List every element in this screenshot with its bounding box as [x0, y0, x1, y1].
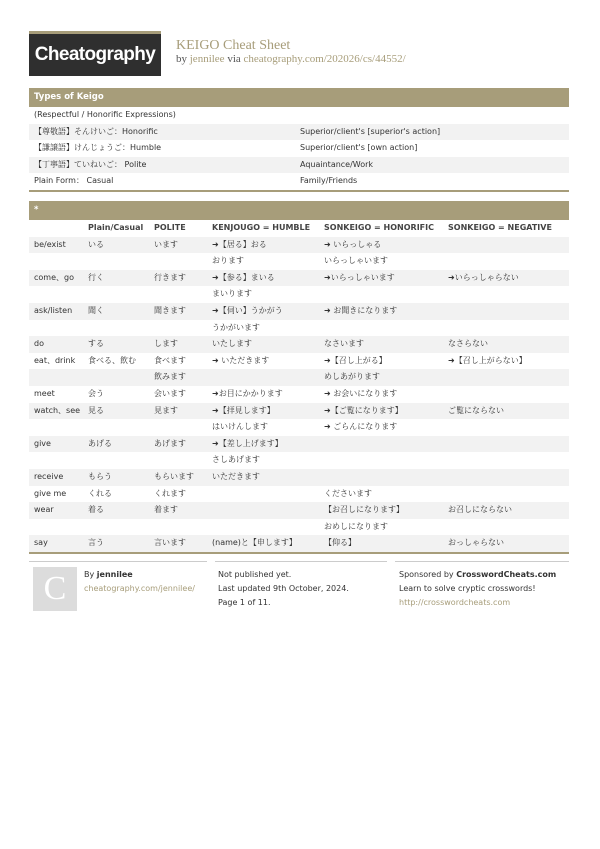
table-cell: 行く [88, 272, 104, 282]
byline-by: by [176, 53, 187, 65]
table-cell: ご覧にならない [448, 405, 504, 415]
table-cell: もらいます [154, 471, 194, 481]
table-cell [29, 369, 88, 386]
table-row [29, 535, 569, 552]
table-cell [448, 237, 569, 254]
table-cell: 見る [88, 405, 104, 415]
table-row [29, 253, 569, 270]
table-cell [212, 519, 324, 536]
table-row [29, 303, 569, 320]
table-cell [29, 419, 88, 436]
section-heading: * [29, 201, 569, 220]
column-header: KENJOUGO = HUMBLE [212, 223, 311, 232]
table-cell: 行きます [154, 272, 186, 282]
footer-sponsor-prefix: Sponsored by [399, 570, 454, 579]
column-header: SONKEIGO = HONORIFIC [324, 223, 434, 232]
byline-via: via [227, 53, 241, 65]
footer-author-url-link[interactable]: cheatography.com/jennilee/ [84, 584, 195, 593]
table-cell [154, 320, 212, 337]
footer-divider [215, 561, 387, 562]
table-cell: お召しにならない [448, 505, 512, 515]
table-cell: do [34, 339, 44, 349]
table-cell [448, 419, 569, 436]
footer-by: By [84, 570, 95, 579]
table-cell: うかがいます [212, 322, 260, 332]
table-cell [324, 286, 448, 303]
table-cell: Superior/client's [own action] [300, 143, 418, 153]
table-cell: まいります [212, 289, 252, 299]
table-cell: receive [34, 471, 64, 481]
table-cell: ➜【ご覧になります】 [324, 405, 403, 415]
table-cell: 言います [154, 538, 186, 548]
table-cell [448, 320, 569, 337]
table-row [29, 353, 569, 370]
table-cell: ➜【伺い】うかがう [212, 305, 283, 315]
table-cell: (Respectful / Honorific Expressions) [34, 110, 176, 119]
table-cell: ➜【召し上がらない】 [448, 355, 527, 365]
table-cell: 着ます [154, 505, 178, 515]
table-cell: いらっしゃいます [324, 256, 388, 266]
footer-sponsor-url-link[interactable]: http://crosswordcheats.com [399, 598, 511, 607]
table-cell: いただきます [212, 471, 260, 481]
table-row [29, 486, 569, 503]
table-row [29, 386, 569, 403]
table-row [29, 436, 569, 453]
table-cell [324, 320, 448, 337]
table-row [29, 403, 569, 420]
table-row [29, 502, 569, 519]
table-cell [154, 419, 212, 436]
table-cell: ➜【差し上げます】 [212, 438, 283, 448]
table-row [29, 469, 569, 486]
table-row [29, 519, 569, 536]
table-cell: 言う [88, 538, 104, 548]
table-cell: wear [34, 505, 54, 515]
table-cell: ➜【召し上がる】 [324, 355, 387, 365]
table-cell: ➜ いただきます [212, 355, 270, 365]
table-row [29, 369, 569, 386]
table-cell: Family/Friends [300, 176, 358, 186]
table-row [29, 320, 569, 337]
table-cell [88, 253, 154, 270]
author-link[interactable]: jennilee [189, 53, 225, 65]
table-row [29, 124, 569, 141]
table-cell: Superior/client's [superior's action] [300, 126, 441, 136]
table-cell: give [34, 438, 51, 448]
page-title: KEIGO Cheat Sheet [176, 38, 291, 53]
table-cell: 聞きます [154, 305, 186, 315]
table-cell: さしあげます [212, 455, 260, 465]
footer-sponsor-tagline: Learn to solve cryptic crosswords! [399, 584, 536, 593]
table-cell: 見ます [154, 405, 178, 415]
table-cell [448, 486, 569, 503]
table-cell: ➜ ごらんになります [324, 422, 398, 432]
table-cell: いる [88, 239, 104, 249]
table-cell [212, 486, 324, 503]
table-cell: おっしゃらない [448, 538, 504, 548]
table-cell: 食べます [154, 355, 186, 365]
table-cell [88, 419, 154, 436]
table-cell: あげる [88, 438, 112, 448]
table-cell [448, 452, 569, 469]
column-header: Plain/Casual [88, 223, 144, 232]
table-cell: ➜【参る】まいる [212, 272, 275, 282]
table-cell [324, 452, 448, 469]
table-cell: 会います [154, 388, 186, 398]
table-row [29, 237, 569, 254]
table-cell [448, 286, 569, 303]
table-cell: 食べる、飲む [88, 355, 136, 365]
table-row [29, 336, 569, 353]
table-cell: 着る [88, 505, 104, 515]
table-cell: ask/listen [34, 305, 73, 315]
table-cell: ➜いらっしゃいます [324, 272, 395, 282]
sheet-url-link[interactable]: cheatography.com/202026/cs/44552/ [243, 53, 406, 65]
table-cell [88, 452, 154, 469]
table-cell: give me [34, 488, 67, 498]
table-cell [448, 303, 569, 320]
table-cell: ➜ お会いになります [324, 388, 398, 398]
table-cell: be/exist [34, 239, 66, 249]
table-cell [154, 253, 212, 270]
column-header: POLITE [154, 223, 186, 232]
table-cell [88, 286, 154, 303]
table-cell: 会う [88, 388, 104, 398]
table-cell: おめしになります [324, 521, 388, 531]
table-row [29, 107, 569, 124]
keigo-table-section [29, 201, 569, 554]
table-cell: おります [212, 256, 244, 266]
table-row [29, 140, 569, 157]
table-cell [448, 469, 569, 486]
table-cell: say [34, 538, 48, 548]
table-cell: あげます [154, 438, 186, 448]
table-header-row [29, 220, 569, 237]
table-cell: eat、drink [34, 355, 76, 365]
table-row [29, 286, 569, 303]
table-cell: 飲みます [154, 372, 186, 382]
table-cell [448, 436, 569, 453]
table-cell [154, 452, 212, 469]
footer-divider [395, 561, 569, 562]
footer-divider [29, 561, 207, 562]
table-row [29, 270, 569, 287]
table-cell: います [154, 239, 178, 249]
table-row [29, 419, 569, 436]
table-cell: なさいます [324, 339, 364, 349]
table-cell: くださいます [324, 488, 372, 498]
table-cell: ➜お目にかかります [212, 388, 283, 398]
table-cell: ➜ いらっしゃる [324, 239, 382, 249]
table-cell [212, 502, 324, 519]
footer-updated: Last updated 9th October, 2024. [218, 584, 349, 593]
table-cell [29, 253, 88, 270]
table-cell: ➜【居る】おる [212, 239, 267, 249]
table-cell [154, 286, 212, 303]
table-cell: 【丁寧語】ていねいご： Polite [34, 159, 147, 169]
footer-page-number: Page 1 of 11. [218, 598, 271, 607]
column-header: SONKEIGO = NEGATIVE [448, 223, 552, 232]
byline [176, 53, 406, 65]
table-cell [88, 519, 154, 536]
table-cell: もらう [88, 471, 112, 481]
table-cell: 【謙譲語】けんじょうご：Humble [34, 143, 162, 153]
table-cell: なさらない [448, 339, 488, 349]
types-of-keigo-section [29, 88, 569, 192]
table-cell [29, 286, 88, 303]
table-cell: watch、see [34, 405, 81, 415]
table-cell: します [154, 339, 178, 349]
table-cell [448, 253, 569, 270]
footer-sponsor-link[interactable]: CrosswordCheats.com [456, 570, 557, 579]
table-cell: meet [34, 388, 55, 398]
table-cell: 【お召しになります】 [324, 505, 404, 515]
footer-author-link[interactable]: jennilee [96, 570, 133, 579]
table-cell: くれる [88, 488, 112, 498]
footer-sponsor-line [399, 570, 556, 579]
table-cell [324, 469, 448, 486]
table-cell [300, 107, 569, 124]
table-cell [448, 386, 569, 403]
table-cell: いたします [212, 339, 252, 349]
table-cell [29, 320, 88, 337]
table-cell: 【仰る】 [324, 538, 356, 548]
table-cell: はいけんします [212, 422, 268, 432]
table-cell: めしあがります [324, 372, 380, 382]
table-row [29, 173, 569, 190]
table-cell [88, 369, 154, 386]
table-cell [448, 519, 569, 536]
table-cell: する [88, 339, 104, 349]
table-cell [324, 436, 448, 453]
author-avatar[interactable]: C [33, 567, 77, 611]
table-cell [448, 369, 569, 386]
table-cell: come、go [34, 272, 74, 282]
cheatography-logo[interactable]: Cheatography [29, 31, 161, 76]
table-cell [29, 519, 88, 536]
footer-published: Not published yet. [218, 570, 292, 579]
column-header [29, 220, 88, 237]
table-cell: Plain Form： Casual [34, 176, 114, 186]
table-cell: Aquaintance/Work [300, 159, 374, 169]
table-cell [88, 320, 154, 337]
table-cell: (name)と【申します】 [212, 538, 297, 548]
table-row [29, 157, 569, 174]
table-row [29, 452, 569, 469]
table-cell: くれます [154, 488, 186, 498]
section-heading: Types of Keigo [29, 88, 569, 107]
table-cell: 聞く [88, 305, 104, 315]
table-cell: ➜いらっしゃらない [448, 272, 519, 282]
table-cell [29, 452, 88, 469]
footer-author-line [84, 570, 133, 579]
table-cell: 【尊敬語】そんけいご：Honorific [34, 126, 158, 136]
table-cell [154, 519, 212, 536]
table-cell: ➜【拝見します】 [212, 405, 275, 415]
table-cell [212, 369, 324, 386]
table-cell: ➜ お聞きになります [324, 305, 398, 315]
